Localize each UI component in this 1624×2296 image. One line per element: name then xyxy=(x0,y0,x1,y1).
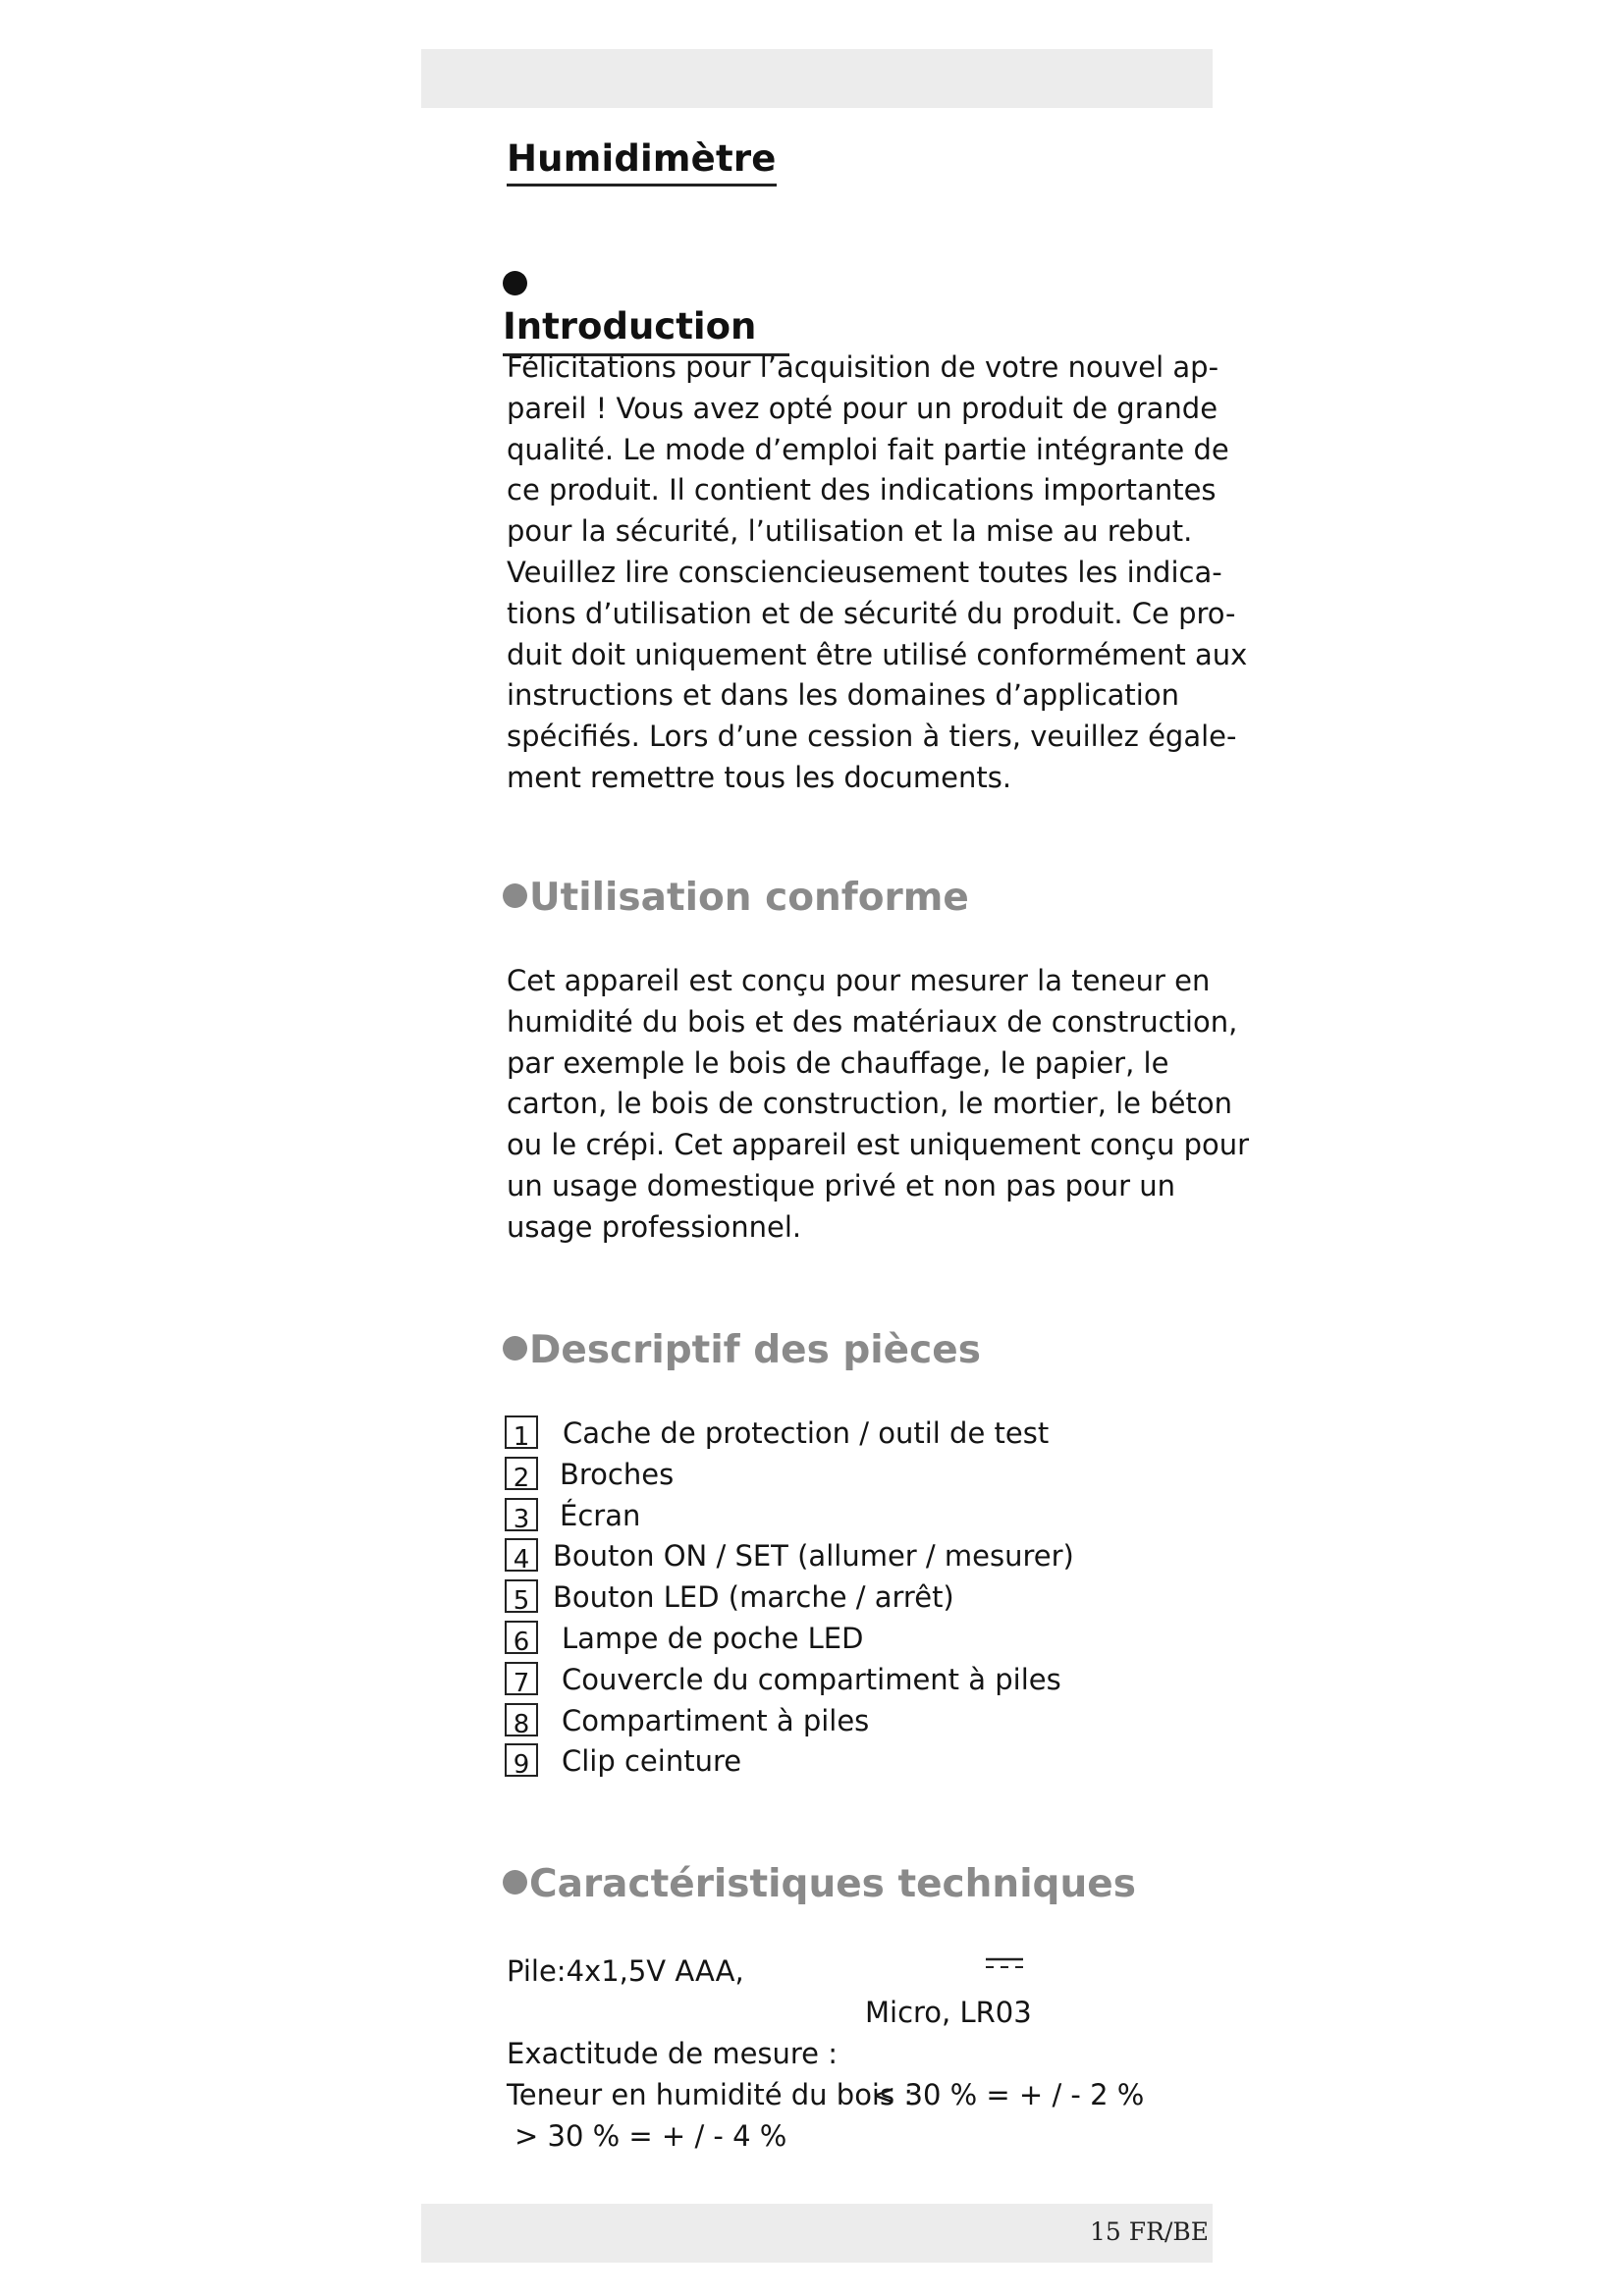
teneur-high-value: > 30 % = + / - 4 % xyxy=(514,2119,787,2153)
text-line: un usage domestique privé et non pas pour un xyxy=(507,1168,1176,1202)
part-label: Bouton ON / SET (allumer / mesurer) xyxy=(553,1539,1074,1574)
text-line: Félicitations pour l’acquisition de votre nouvel ap- xyxy=(507,350,1219,384)
part-number-box: 3 xyxy=(505,1498,538,1531)
part-number-box: 9 xyxy=(505,1743,538,1777)
part-number-box: 1 xyxy=(505,1415,538,1449)
document-title: Humidimètre xyxy=(507,137,777,187)
utilisation-paragraph xyxy=(507,961,1250,1249)
header-band xyxy=(421,49,1213,108)
introduction-paragraph xyxy=(507,347,1248,799)
part-label: Broches xyxy=(560,1457,675,1491)
bullet-icon xyxy=(503,883,527,908)
text-line: Cet appareil est conçu pour mesurer la teneur en xyxy=(507,964,1211,997)
bullet-icon xyxy=(503,271,527,295)
part-number-box: 8 xyxy=(505,1703,538,1736)
part-label: Couvercle du compartiment à piles xyxy=(562,1662,1061,1696)
text-line: qualité. Le mode d’emploi fait partie intégrante de xyxy=(507,432,1229,466)
part-label: Clip ceinture xyxy=(562,1744,742,1779)
text-line: duit doit uniquement être utilisé conformément aux xyxy=(507,637,1248,671)
text-line: tions d’utilisation et de sécurité du produit. Ce pro- xyxy=(507,596,1236,630)
part-label: Cache de protection / outil de test xyxy=(563,1416,1050,1450)
part-label: Écran xyxy=(560,1498,641,1532)
exactitude-label: Exactitude de mesure : xyxy=(507,2037,839,2070)
pile-label: Pile:4x1,5V AAA, xyxy=(507,1954,744,1988)
heading-text: Utilisation conforme xyxy=(529,876,969,920)
heading-text: Introduction xyxy=(503,305,757,347)
text-line: carton, le bois de construction, le mortier, le béton xyxy=(507,1087,1232,1121)
part-number-box: 7 xyxy=(505,1662,538,1695)
text-line: par exemple le bois de chauffage, le papier, le xyxy=(507,1045,1169,1080)
part-number-box: 6 xyxy=(505,1621,538,1654)
part-number-box: 5 xyxy=(505,1579,538,1613)
text-line: Veuillez lire consciencieusement toutes les indica- xyxy=(507,555,1222,589)
part-number-box: 4 xyxy=(505,1538,538,1572)
section-heading-caracteristiques xyxy=(503,1862,1136,1906)
direct-current-icon xyxy=(986,1956,1023,1970)
bullet-icon xyxy=(503,1870,527,1895)
text-line: humidité du bois et des matériaux de construction, xyxy=(507,1004,1238,1039)
section-heading-utilisation xyxy=(503,876,969,920)
section-heading-introduction xyxy=(503,263,789,356)
part-label: Bouton LED (marche / arrêt) xyxy=(553,1580,954,1615)
part-label: Lampe de poche LED xyxy=(562,1621,864,1655)
text-line: usage professionnel. xyxy=(507,1209,802,1244)
text-line: ment remettre tous les documents. xyxy=(507,760,1012,794)
pile-type: Micro, LR03 xyxy=(865,1996,1032,2029)
footer-band xyxy=(421,2204,1213,2263)
part-number-box: 2 xyxy=(505,1457,538,1490)
page-number: 15 FR/BE xyxy=(1090,2217,1209,2246)
teneur-label: Teneur en humidité du bois : xyxy=(507,2078,914,2111)
text-line: pour la sécurité, l’utilisation et la mise au rebut. xyxy=(507,514,1193,549)
text-line: ce produit. Il contient des indications importantes xyxy=(507,473,1217,507)
teneur-low-value: < 30 % = + / - 2 % xyxy=(872,2078,1145,2111)
heading-text: Descriptif des pièces xyxy=(529,1328,981,1372)
text-line: spécifiés. Lors d’une cession à tiers, veuillez égale- xyxy=(507,720,1237,754)
text-line: ou le crépi. Cet appareil est uniquement conçu pour xyxy=(507,1128,1250,1162)
heading-text: Caractéristiques techniques xyxy=(529,1862,1136,1906)
section-heading-descriptif xyxy=(503,1328,981,1372)
text-line: pareil ! Vous avez opté pour un produit de grande xyxy=(507,391,1218,425)
bullet-icon xyxy=(503,1336,527,1361)
part-label: Compartiment à piles xyxy=(562,1703,870,1737)
text-line: instructions et dans les domaines d’application xyxy=(507,678,1179,713)
